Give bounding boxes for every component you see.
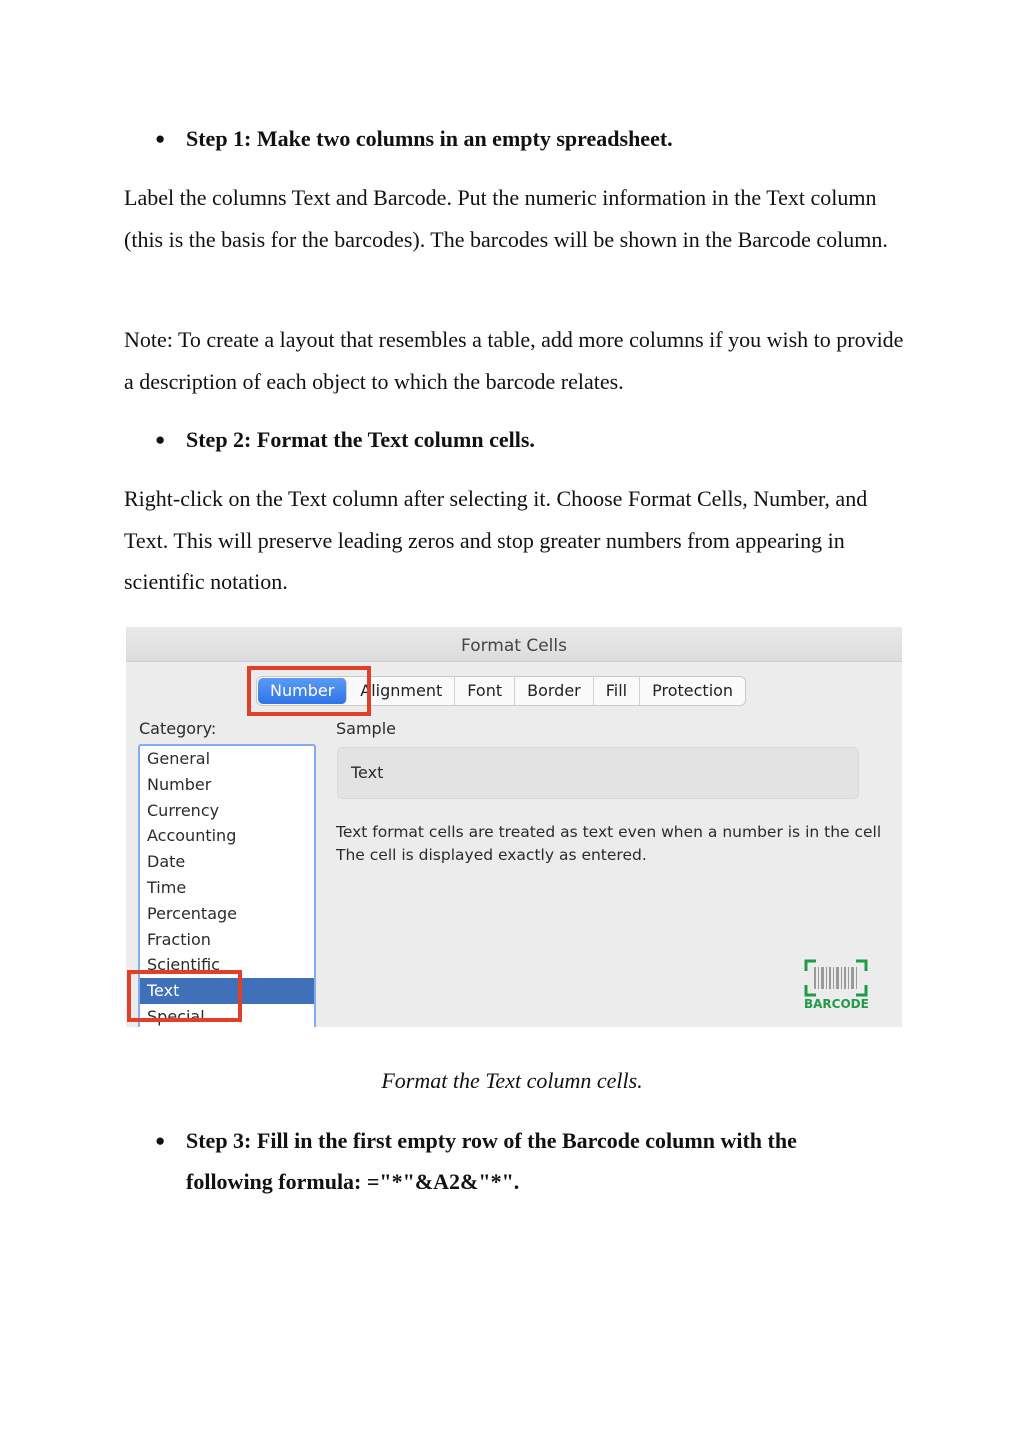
category-number[interactable]: Number <box>147 774 212 794</box>
sample-value: Text <box>351 763 384 782</box>
category-currency[interactable]: Currency <box>147 800 220 820</box>
step-1-text: Step 1: Make two columns in an empty spreadsheet. <box>186 126 673 151</box>
category-fraction[interactable]: Fraction <box>147 929 211 949</box>
category-time[interactable]: Time <box>147 877 187 897</box>
format-cells-screenshot <box>126 627 902 1027</box>
barcode-logo-text: BARCODE <box>804 997 869 1011</box>
number-tab-highlight <box>247 666 371 716</box>
bullet: ● <box>155 129 166 148</box>
dialog-title: Format Cells <box>461 636 567 656</box>
paragraph-columns: Label the columns Text and Barcode. Put the numeric information in the Text column (this is the basis for the barcodes). The barcodes will be shown in the Barcode column. <box>124 185 888 252</box>
category-special[interactable]: Special <box>147 1006 205 1026</box>
tab-number[interactable]: Number <box>258 678 347 704</box>
category-text[interactable]: Text <box>140 978 314 1004</box>
tab-font[interactable]: Font <box>455 677 515 705</box>
barcode-logo <box>804 959 868 1015</box>
category-label: Category: <box>139 719 217 738</box>
bullet: ● <box>155 1131 166 1150</box>
figure-caption: Format the Text column cells. <box>381 1068 643 1093</box>
dialog-titlebar <box>126 627 902 662</box>
bullet: ● <box>155 430 166 449</box>
step-3-text: Step 3: Fill in the first empty row of the Barcode column with the following formula: ="*"&A2&"*". <box>186 1128 797 1194</box>
format-description <box>336 821 902 867</box>
sample-box <box>337 747 859 799</box>
description-line-1: Text format cells are treated as text even when a number is in the cell <box>336 823 882 841</box>
tab-alignment[interactable]: Alignment <box>348 677 455 705</box>
step-2-text: Step 2: Format the Text column cells. <box>186 427 535 452</box>
tab-protection[interactable]: Protection <box>652 681 734 700</box>
paragraph-note: Note: To create a layout that resembles a table, add more columns if you wish to provide a description of each object to which the barcode relates. <box>124 327 904 394</box>
description-line-2: The cell is displayed exactly as entered. <box>336 846 647 864</box>
category-accounting[interactable]: Accounting <box>147 826 237 846</box>
tab-fill[interactable]: Fill <box>594 677 640 705</box>
category-scientific[interactable]: Scientific <box>147 955 220 975</box>
barcode-icon <box>804 959 868 997</box>
category-percentage[interactable]: Percentage <box>147 903 238 923</box>
tab-border[interactable]: Border <box>515 677 594 705</box>
category-date[interactable]: Date <box>147 852 186 872</box>
paragraph-format: Right-click on the Text column after selecting it. Choose Format Cells, Number, and Text. This will preserve leading zeros and stop greater numbers from appearing in scientific notation. <box>124 486 868 594</box>
text-category-highlight <box>127 970 242 1022</box>
category-general[interactable]: General <box>147 749 211 768</box>
sample-label: Sample <box>336 719 396 738</box>
